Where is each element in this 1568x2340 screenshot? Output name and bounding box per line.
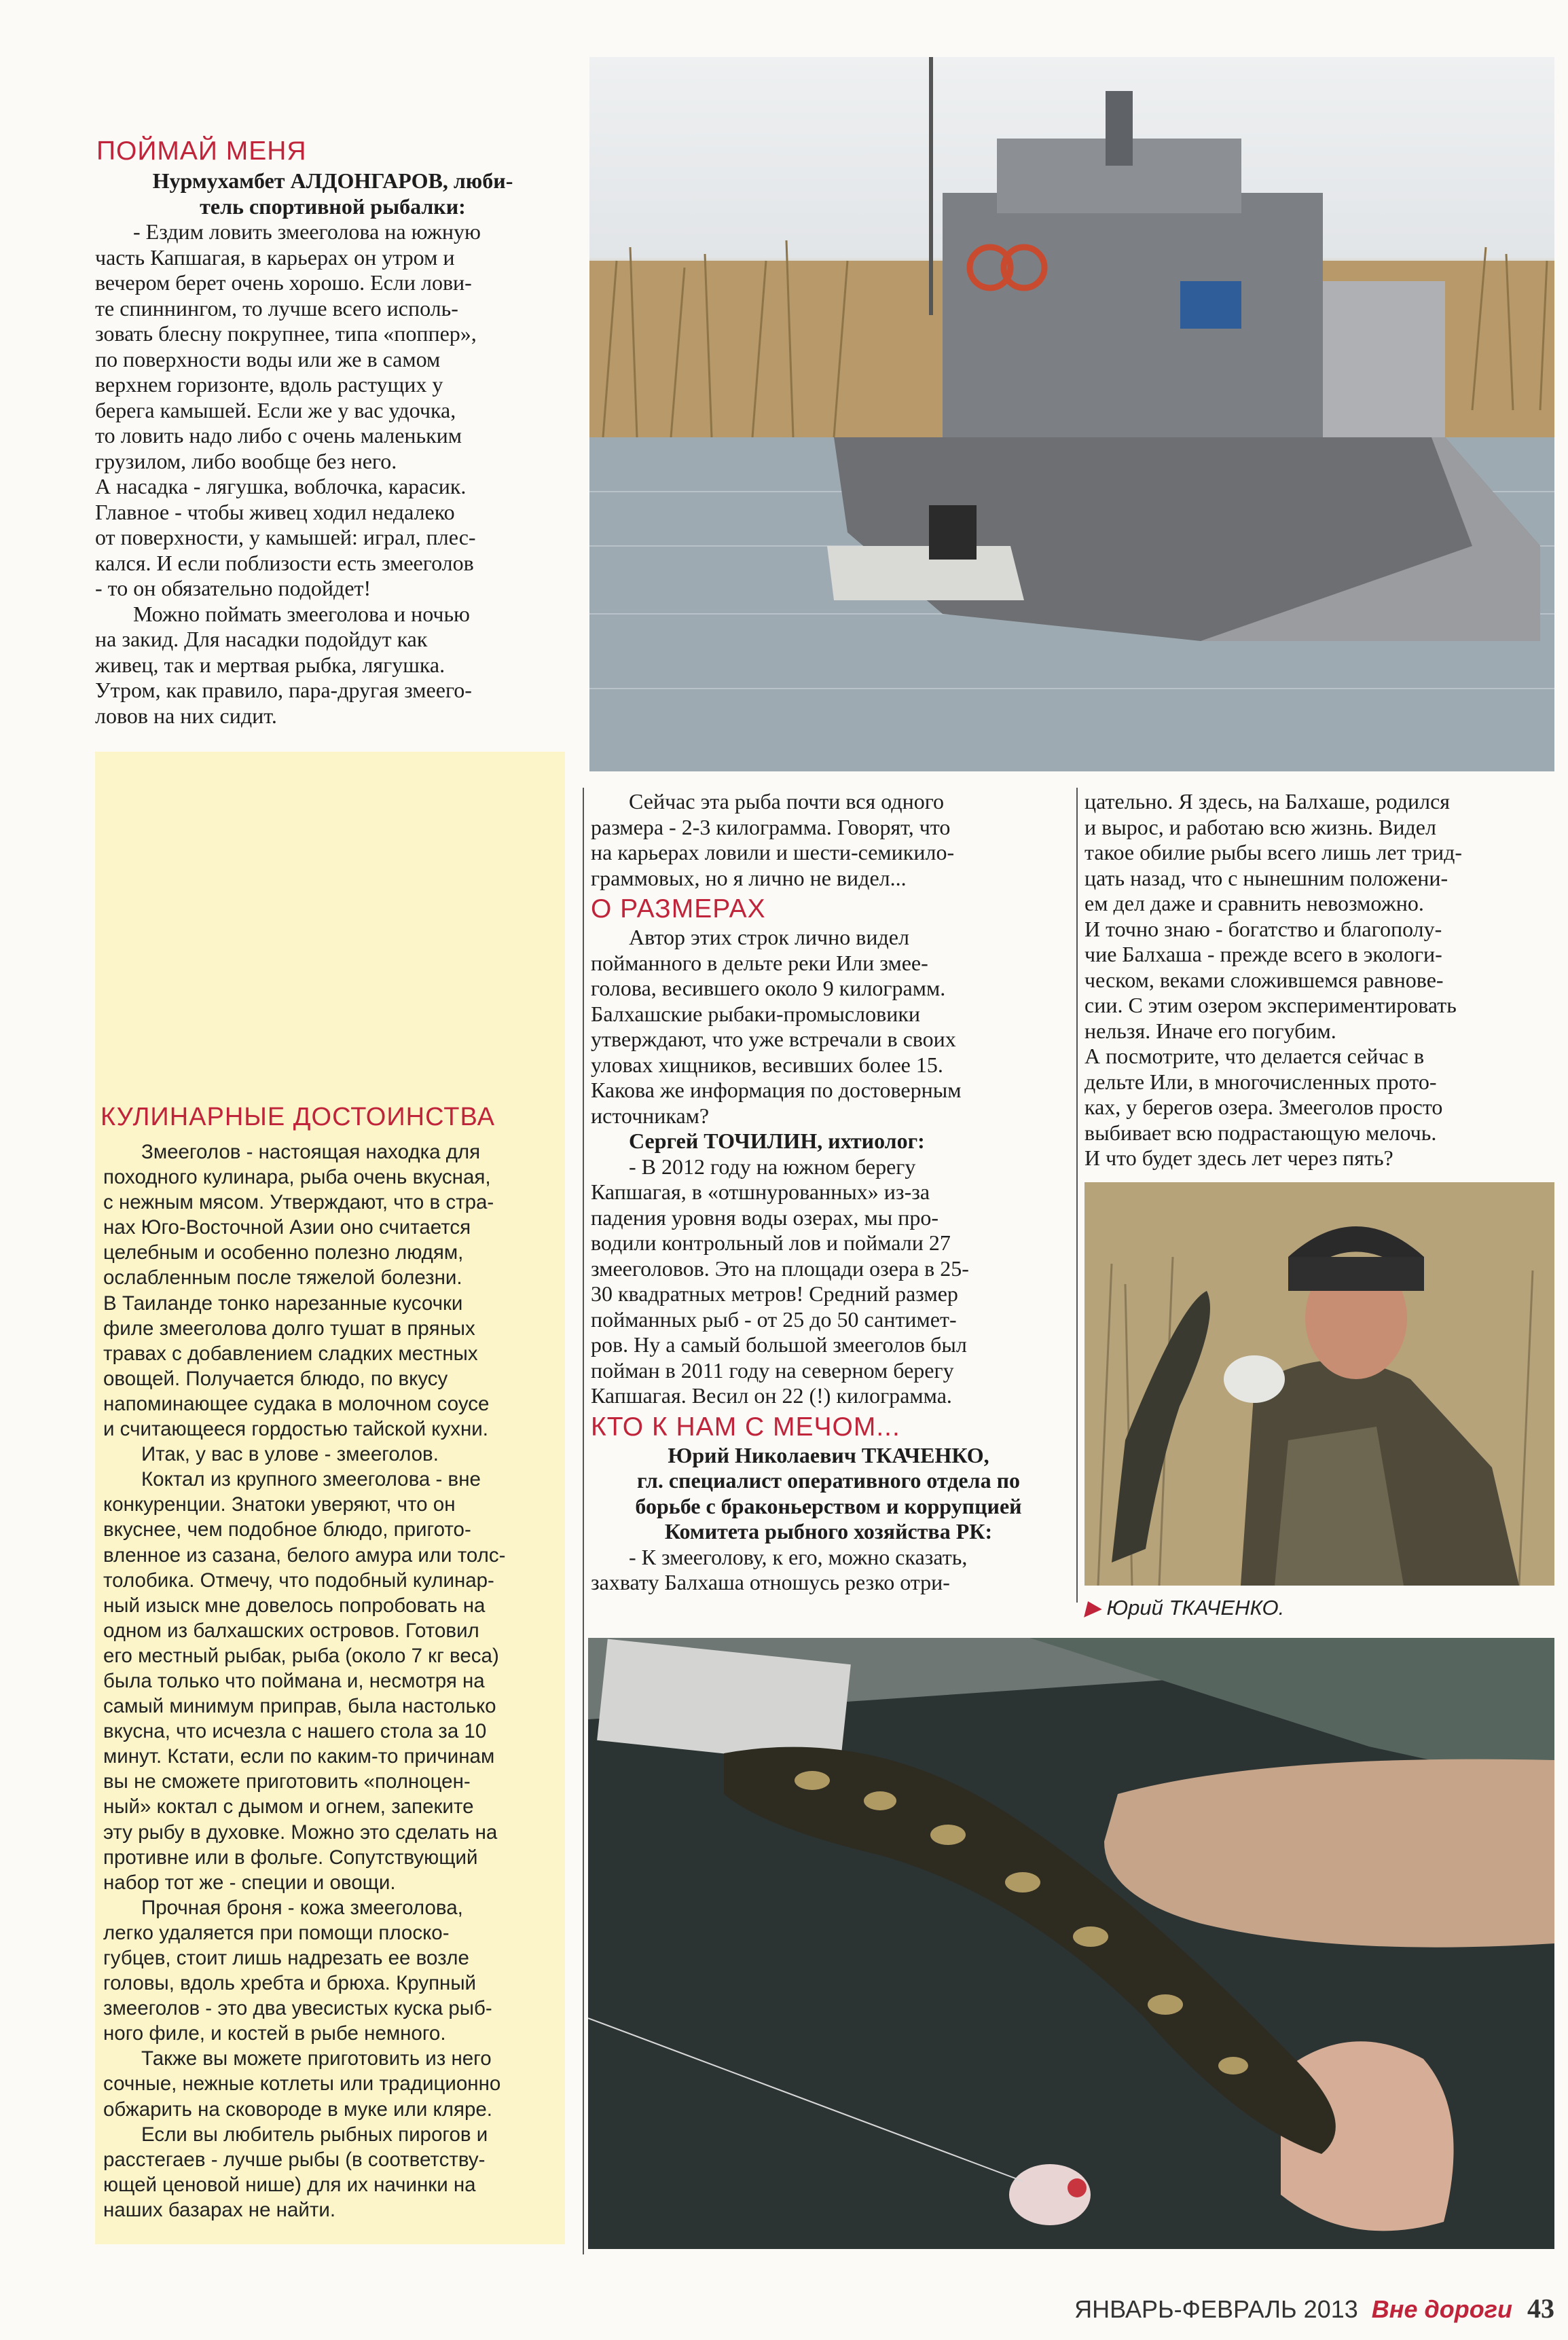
text-line: пойманных рыб - от 25 до 50 сантимет- bbox=[591, 1306, 957, 1332]
text-line: наших базарах не найти. bbox=[103, 2198, 336, 2221]
text-line: его местный рыбак, рыба (около 7 кг веса) bbox=[103, 1644, 499, 1667]
text-line: легко удаляется при помощи плоско- bbox=[103, 1921, 450, 1944]
text-line: змееголов - это два увесистых куска рыб- bbox=[103, 1997, 492, 2020]
text-line: противне или в фольге. Сопутствующий bbox=[103, 1846, 478, 1869]
text-line: размера - 2-3 килограмма. Говорят, что bbox=[591, 814, 951, 839]
text-line: А посмотрите, что делается сейчас в bbox=[1084, 1044, 1425, 1068]
text-line: Автор этих строк лично видел bbox=[629, 925, 909, 949]
text-line: пойман в 2011 году на северном берегу bbox=[591, 1357, 954, 1383]
text-line: змееголовов. Это на площади озера в 25- bbox=[591, 1256, 969, 1281]
heading-sizes: О РАЗМЕРАХ bbox=[591, 894, 766, 924]
heading-catch-me: ПОЙМАЙ МЕНЯ bbox=[96, 136, 307, 166]
text-line: вы не сможете приготовить «полноцен- bbox=[103, 1770, 471, 1793]
text-line: ный изыск мне довелось попробовать на bbox=[103, 1594, 486, 1617]
column3-text bbox=[1084, 789, 1553, 1171]
text-line: от поверхности, у камышей: играл, плес- bbox=[95, 525, 476, 549]
text-line: - Ездим ловить змееголова на южную bbox=[133, 219, 481, 244]
text-line: гл. специалист оперативного отдела по bbox=[636, 1468, 1021, 1493]
text-line: конкуренции. Знатоки уверяют, что он bbox=[103, 1493, 456, 1516]
text-line: обжарить на сковороде в муке или кляре. bbox=[103, 2098, 492, 2121]
text-line: часть Капшагая, в карьерах он утром и bbox=[95, 244, 455, 270]
text-line: Также вы можете приготовить из него bbox=[141, 2047, 492, 2070]
text-line: А насадка - лягушка, воблочка, карасик. bbox=[95, 474, 467, 498]
column2-text-b bbox=[591, 925, 1066, 1129]
heading-culinary: КУЛИНАРНЫЕ ДОСТОИНСТВА bbox=[101, 1103, 495, 1131]
text-line: одном из балхашских островов. Готовил bbox=[103, 1619, 479, 1642]
snakehead-photo bbox=[588, 1638, 1554, 2249]
text-line: по поверхности воды или же в самом bbox=[95, 346, 441, 371]
column2-text-c bbox=[591, 1154, 1066, 1409]
text-line: грузилом, либо вообще без него. bbox=[95, 448, 397, 473]
text-line: Капшагая. Весил он 22 (!) килограмма. bbox=[591, 1383, 952, 1408]
text-line: - то он обязательно подойдет! bbox=[95, 576, 371, 600]
text-line: уловах хищников, весивших более 15. bbox=[591, 1052, 943, 1077]
caption-text: Юрий ТКАЧЕНКО. bbox=[1106, 1596, 1285, 1620]
text-line: Сейчас эта рыба почти вся одного bbox=[629, 789, 945, 813]
text-line: ров. Ну а самый большой змееголов был bbox=[591, 1332, 967, 1357]
text-line: филе змееголова долго тушат в пряных bbox=[103, 1317, 475, 1340]
text-line: нельзя. Иначе его погубим. bbox=[1084, 1018, 1336, 1043]
fisherman-photo bbox=[1084, 1182, 1554, 1586]
column2-text-d bbox=[591, 1545, 1066, 1596]
column1-interview bbox=[95, 168, 570, 729]
magazine-name: Вне дороги bbox=[1371, 2295, 1512, 2323]
snakehead-illustration bbox=[588, 1638, 1554, 2249]
text-line: вкуснее, чем подобное блюдо, пригото- bbox=[103, 1518, 471, 1541]
text-line: водили контрольный лов и поймали 27 bbox=[591, 1230, 951, 1255]
text-line: на карьерах ловили и шести-семикило- bbox=[591, 840, 955, 864]
page-number: 43 bbox=[1527, 2293, 1554, 2324]
text-line: живец, так и мертвая рыбка, лягушка. bbox=[95, 652, 445, 677]
text-line: источникам? bbox=[591, 1103, 710, 1128]
text-line: зовать блесну покрупнее, типа «поппер», bbox=[95, 321, 477, 346]
text-line: и считающееся гордостью тайской кухни. bbox=[103, 1418, 488, 1441]
text-line: берега камышей. Если же у вас удочка, bbox=[95, 397, 456, 422]
text-line: Капшагая, в «отшнурованных» из-за bbox=[591, 1180, 930, 1204]
text-line: Балхашские рыбаки-промысловики bbox=[591, 1001, 920, 1026]
text-line: 30 квадратных метров! Средний размер bbox=[591, 1281, 958, 1306]
text-line: вечером берет очень хорошо. Если лови- bbox=[95, 270, 472, 295]
text-line: то ловить надо либо с очень маленьким bbox=[95, 423, 462, 447]
text-line: захвату Балхаша отношусь резко отри- bbox=[591, 1570, 950, 1594]
text-line: ный» коктал с дымом и огнем, запеките bbox=[103, 1795, 474, 1818]
text-line: нах Юго-Восточной Азии оно считается bbox=[103, 1216, 471, 1239]
text-line: граммовых, но я лично не видел... bbox=[591, 865, 907, 890]
text-line: головы, вдоль хребта и брюха. Крупный bbox=[103, 1972, 477, 1995]
text-line: цать назад, что с нынешним положени- bbox=[1084, 865, 1448, 890]
text-line: вленное из сазана, белого амура или толс- bbox=[103, 1543, 506, 1567]
text-line: те спиннингом, то лучше всего исполь- bbox=[95, 295, 458, 321]
text-line: ловов на них сидит. bbox=[95, 703, 277, 728]
text-line: дельте Или, в многочисленных прото- bbox=[1084, 1069, 1437, 1094]
page-footer bbox=[1074, 2292, 1554, 2324]
text-line: утверждают, что уже встречали в своих bbox=[591, 1027, 956, 1051]
speaker-role: тель спортивной рыбалки: bbox=[200, 194, 466, 219]
text-line: ем дел даже и сравнить невозможно. bbox=[1084, 891, 1424, 915]
fisherman-illustration bbox=[1084, 1182, 1554, 1586]
text-line: Комитета рыбного хозяйства РК: bbox=[664, 1519, 993, 1543]
column-divider bbox=[583, 788, 584, 2254]
speaker-tkachenko bbox=[591, 1443, 1066, 1545]
text-line: травах с добавлением сладких местных bbox=[103, 1342, 478, 1365]
text-line: походного кулинара, рыба очень вкусная, bbox=[103, 1166, 491, 1189]
text-line: ках, у берегов озера. Змееголов просто bbox=[1084, 1095, 1443, 1119]
photo-caption bbox=[1084, 1596, 1284, 1620]
text-line: напоминающее судака в молочном соусе bbox=[103, 1392, 490, 1415]
text-line: Какова же информация по достоверным bbox=[591, 1078, 962, 1102]
column-divider bbox=[1076, 788, 1078, 1603]
text-line: Прочная броня - кожа змееголова, bbox=[141, 1896, 463, 1919]
speaker-name: Нурмухамбет АЛДОНГАРОВ, люби- bbox=[152, 168, 513, 193]
boat-illustration bbox=[589, 57, 1554, 771]
text-line: была только что поймана и, несмотря на bbox=[103, 1669, 485, 1692]
text-line: Главное - чтобы живец ходил недалеко bbox=[95, 499, 455, 524]
text-line: верхнем горизонте, вдоль растущих у bbox=[95, 372, 443, 397]
text-line: ющей ценовой нише) для их начинки на bbox=[103, 2173, 476, 2196]
text-line: овощей. Получается блюдо, по вкусу bbox=[103, 1367, 448, 1390]
text-line: сии. С этим озером экспериментировать bbox=[1084, 993, 1457, 1017]
text-line: такое обилие рыбы всего лишь лет трид- bbox=[1084, 840, 1463, 864]
text-line: ослабленным после тяжелой болезни. bbox=[103, 1266, 462, 1290]
text-line: минут. Кстати, если по каким-то причинам bbox=[103, 1745, 495, 1768]
text-line: Если вы любитель рыбных пирогов и bbox=[141, 2123, 488, 2146]
text-line: Змееголов - настоящая находка для bbox=[141, 1141, 481, 1163]
caption-arrow-icon: ▶ bbox=[1084, 1596, 1101, 1620]
text-line: сочные, нежные котлеты или традиционно bbox=[103, 2072, 501, 2096]
column2-text-a bbox=[591, 789, 1066, 891]
text-line: целебным и особенно полезно людям, bbox=[103, 1241, 464, 1264]
text-line: на закид. Для насадки подойдут как bbox=[95, 627, 428, 651]
text-line: Юрий Николаевич ТКАЧЕНКО, bbox=[668, 1442, 989, 1467]
text-line: толобика. Отмечу, что подобный кулинар- bbox=[103, 1569, 494, 1592]
text-line: расстегаев - лучше рыбы (в соответству- bbox=[103, 2148, 486, 2171]
text-line: эту рыбу в духовке. Можно это сделать на bbox=[103, 1821, 498, 1844]
text-line: борьбе с браконьерством и коррупцией bbox=[635, 1493, 1022, 1518]
text-line: - В 2012 году на южном берегу bbox=[629, 1154, 916, 1179]
text-line: набор тот же - специи и овощи. bbox=[103, 1871, 396, 1894]
text-line: чие Балхаша - прежде всего в экологи- bbox=[1084, 942, 1442, 966]
text-line: Утром, как правило, пара-другая змеего- bbox=[95, 678, 472, 702]
text-line: - К змееголову, к его, можно сказать, bbox=[629, 1544, 968, 1569]
text-line: голова, весившего около 9 килограмм. bbox=[591, 976, 946, 1000]
text-line: пойманного в дельте реки Или змее- bbox=[591, 950, 928, 975]
text-line: В Таиланде тонко нарезанные кусочки bbox=[103, 1292, 463, 1315]
issue-date: ЯНВАРЬ-ФЕВРАЛЬ 2013 bbox=[1074, 2295, 1358, 2323]
text-line: падения уровня воды озерах, мы про- bbox=[591, 1205, 939, 1230]
text-line: ческом, веками сложившемся равнове- bbox=[1084, 967, 1444, 992]
text-line: Коктал из крупного змееголова - вне bbox=[141, 1468, 481, 1491]
text-line: Можно поймать змееголова и ночью bbox=[133, 601, 470, 626]
speaker-tochilin: Сергей ТОЧИЛИН, ихтиолог: bbox=[629, 1129, 925, 1153]
heading-with-sword: КТО К НАМ С МЕЧОМ... bbox=[591, 1412, 900, 1442]
text-line: кался. И если поблизости есть змееголов bbox=[95, 550, 474, 575]
text-line: цательно. Я здесь, на Балхаше, родился bbox=[1084, 789, 1451, 813]
text-line: и вырос, и работаю всю жизнь. Видел bbox=[1084, 814, 1436, 839]
column1-text-2 bbox=[95, 602, 570, 729]
text-line: с нежным мясом. Утверждают, что в стра- bbox=[103, 1191, 494, 1214]
text-line: ного филе, и костей в рыбе немного. bbox=[103, 2022, 446, 2045]
boat-photo bbox=[589, 57, 1554, 771]
text-line: выбивает всю подрастающую мелочь. bbox=[1084, 1120, 1437, 1145]
text-line: Итак, у вас в улове - змееголов. bbox=[141, 1443, 439, 1466]
text-line: губцев, стоит лишь надрезать ее возле bbox=[103, 1947, 469, 1969]
sidebar-text bbox=[103, 1139, 565, 2223]
text-line: вкусна, что исчезла с нашего стола за 10 bbox=[103, 1720, 487, 1743]
text-line: И точно знаю - богатство и благополу- bbox=[1084, 916, 1442, 941]
column2 bbox=[591, 789, 1066, 1596]
column1-text bbox=[95, 219, 570, 602]
text-line: И что будет здесь лет через пять? bbox=[1084, 1146, 1393, 1170]
text-line: самый минимум приправ, была настолько bbox=[103, 1695, 496, 1718]
